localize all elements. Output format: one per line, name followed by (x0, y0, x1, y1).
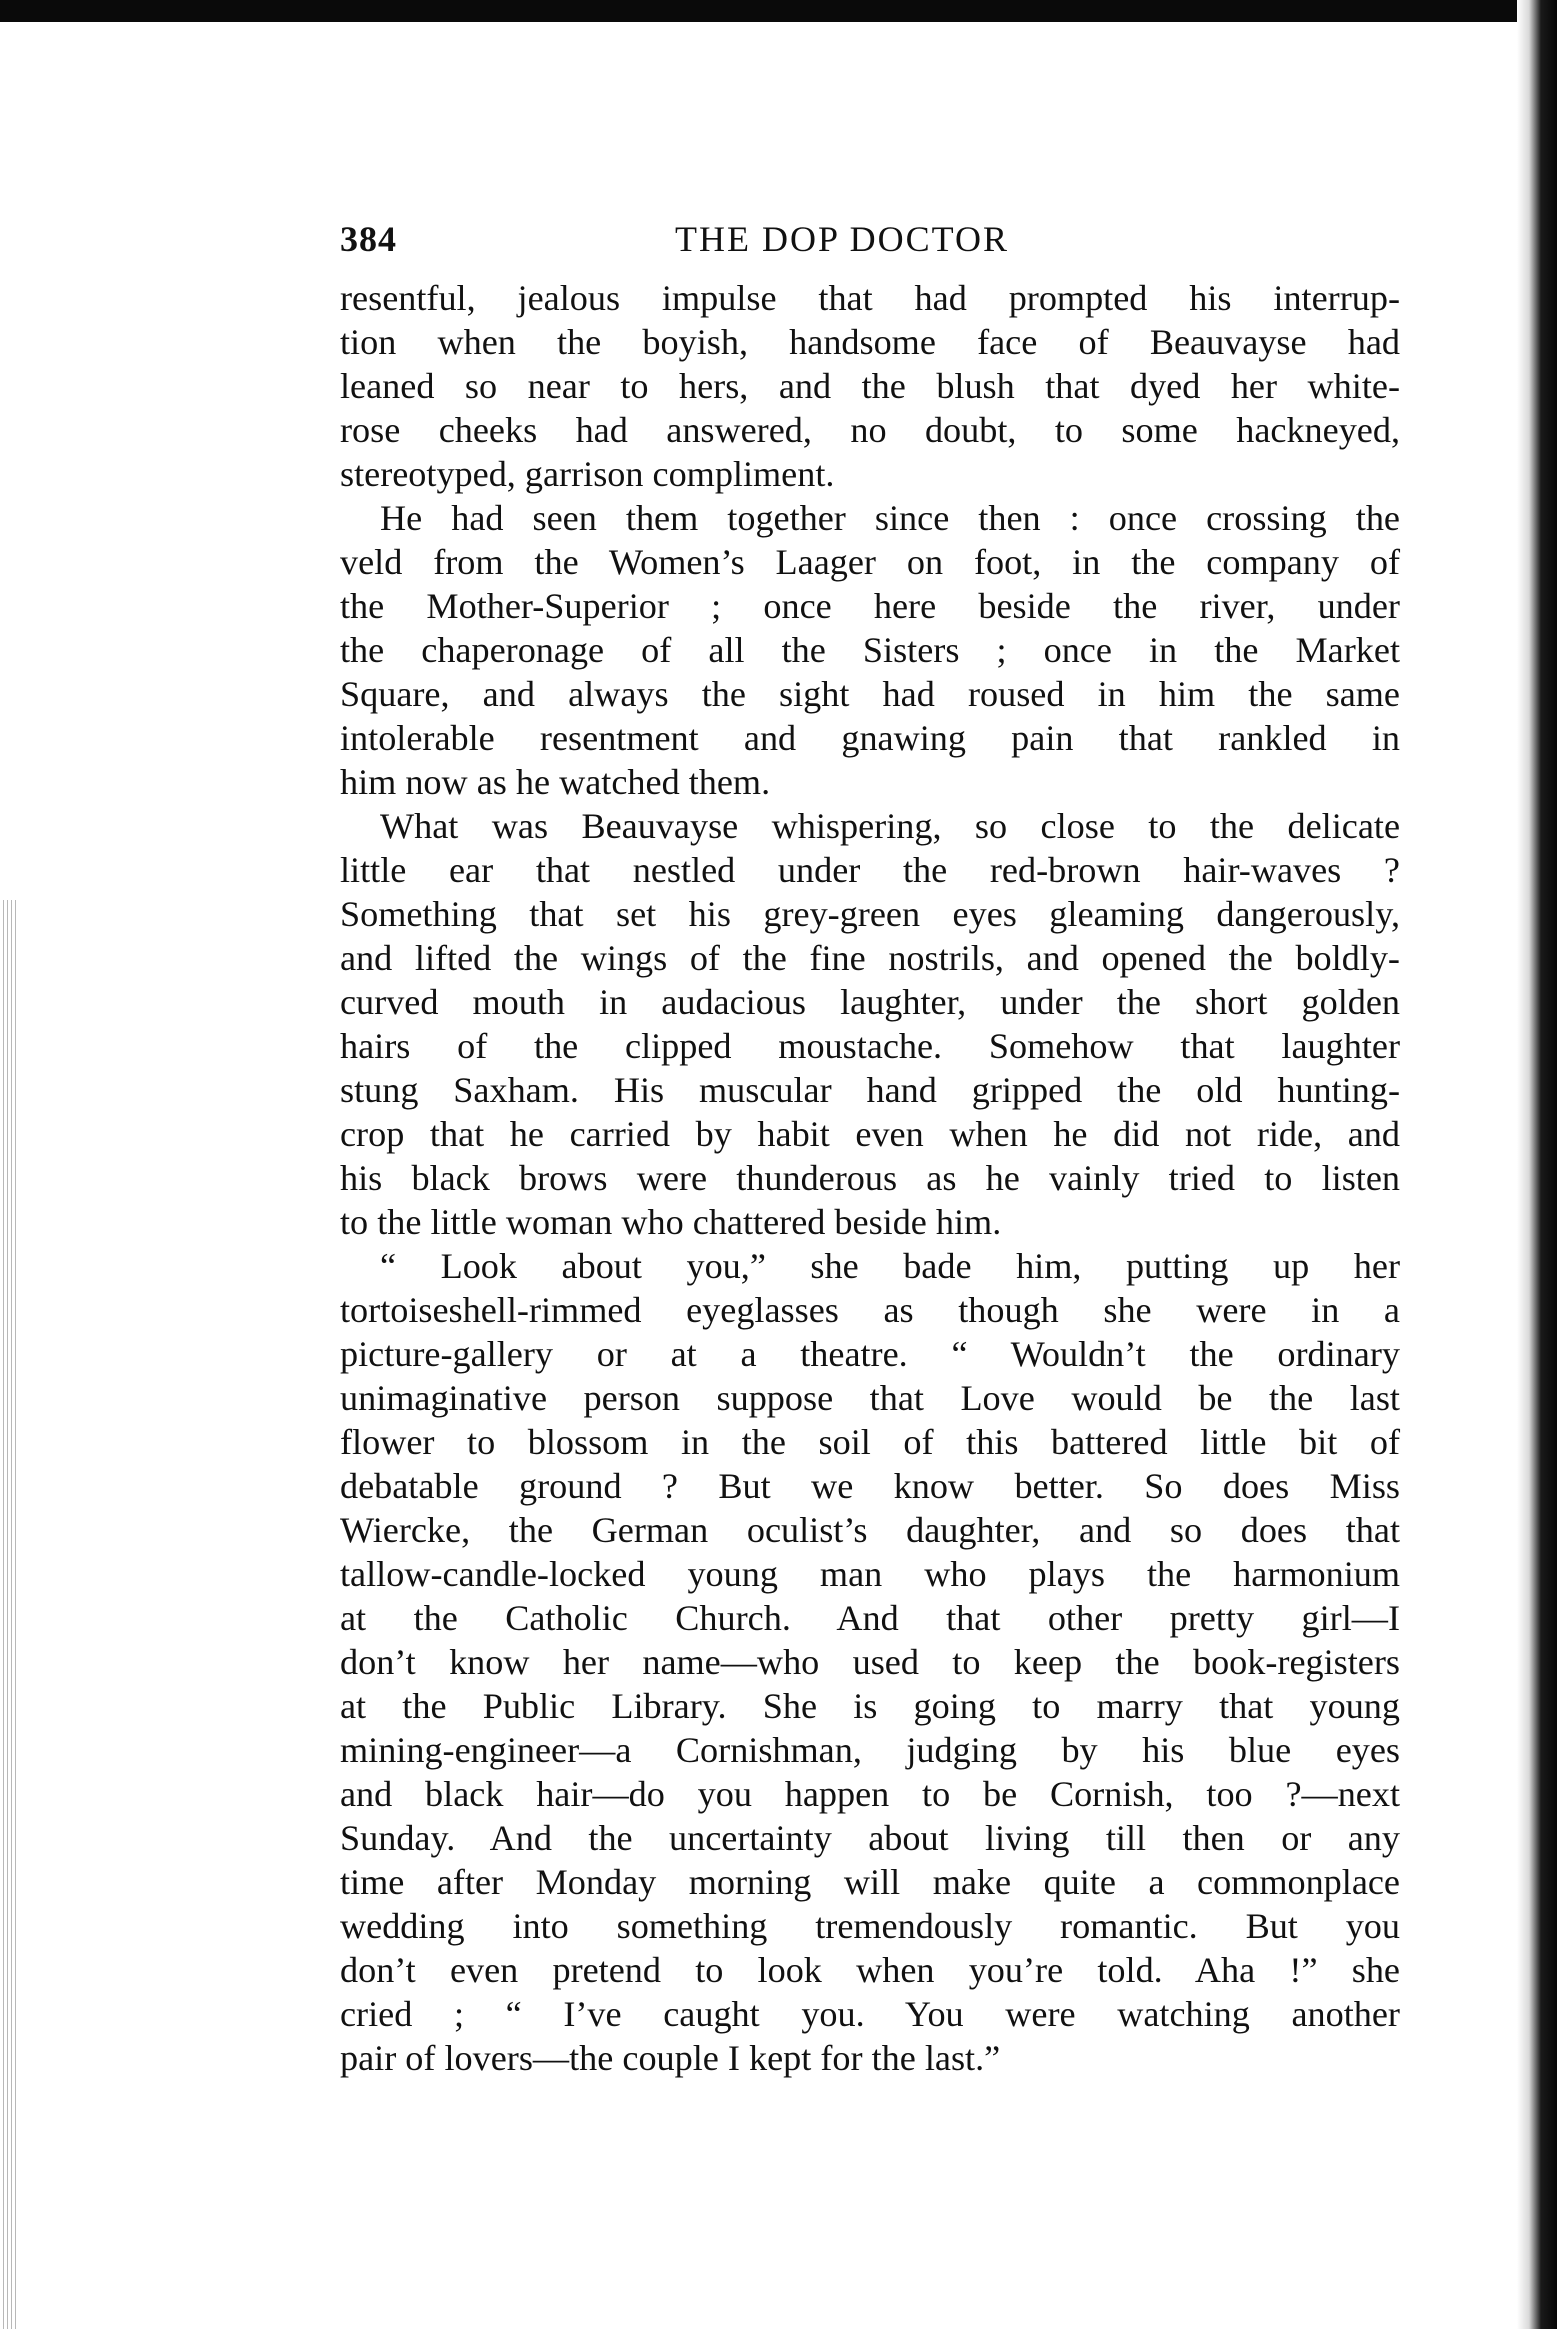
text-line: little ear that nestled under the red-brown hair-waves ? (340, 850, 1400, 890)
text-line: Wiercke, the German oculist’s daughter, and so does that (340, 1510, 1400, 1550)
text-line: curved mouth in audacious laughter, under the short golden (340, 982, 1400, 1022)
scan-top-border (0, 0, 1557, 22)
text-line: to the little woman who chattered beside him. (340, 1202, 1002, 1242)
text-line: flower to blossom in the soil of this battered little bit of (340, 1422, 1400, 1462)
text-line: don’t know her name—who used to keep the book-registers (340, 1642, 1400, 1682)
running-head (340, 210, 1400, 270)
text-line: the Mother-Superior ; once here beside the river, under (340, 586, 1400, 626)
text-line: unimaginative person suppose that Love would be the last (340, 1378, 1400, 1418)
text-line: stung Saxham. His muscular hand gripped the old hunting- (340, 1070, 1400, 1110)
body-text (340, 276, 1400, 2080)
text-line: pair of lovers—the couple I kept for the last.” (340, 2038, 1001, 2078)
text-line: picture-gallery or at a theatre. “ Wouldn’t the ordinary (340, 1334, 1400, 1374)
text-line: tortoiseshell-rimmed eyeglasses as though she were in a (340, 1290, 1400, 1330)
text-line: and black hair—do you happen to be Cornish, too ?—next (340, 1774, 1400, 1814)
text-line: wedding into something tremendously romantic. But you (340, 1906, 1400, 1946)
text-line: What was Beauvayse whispering, so close to the delicate (380, 806, 1400, 846)
text-line: hairs of the clipped moustache. Somehow that laughter (340, 1026, 1400, 1066)
text-line: don’t even pretend to look when you’re told. Aha !” she (340, 1950, 1400, 1990)
text-line: rose cheeks had answered, no doubt, to some hackneyed, (340, 410, 1400, 450)
text-line: mining-engineer—a Cornishman, judging by his blue eyes (340, 1730, 1400, 1770)
text-line: stereotyped, garrison compliment. (340, 454, 835, 494)
text-line: Something that set his grey-green eyes gleaming dangerously, (340, 894, 1400, 934)
text-line: tallow-candle-locked young man who plays the harmonium (340, 1554, 1400, 1594)
text-line: him now as he watched them. (340, 762, 771, 802)
text-line: cried ; “ I’ve caught you. You were watching another (340, 1994, 1400, 2034)
text-line: Square, and always the sight had roused in him the same (340, 674, 1400, 714)
scan-left-edge (0, 900, 18, 2329)
text-line: veld from the Women’s Laager on foot, in the company of (340, 542, 1400, 582)
text-line: Sunday. And the uncertainty about living till then or any (340, 1818, 1400, 1858)
scan-right-edge (1517, 0, 1557, 2329)
text-line: debatable ground ? But we know better. So does Miss (340, 1466, 1400, 1506)
text-line: at the Public Library. She is going to marry that young (340, 1686, 1400, 1726)
book-title: THE DOP DOCTOR (675, 219, 1010, 259)
text-line: leaned so near to hers, and the blush that dyed her white- (340, 366, 1400, 406)
text-line: He had seen them together since then : once crossing the (380, 498, 1400, 538)
text-line: resentful, jealous impulse that had prompted his interrup- (340, 278, 1400, 318)
text-line: tion when the boyish, handsome face of Beauvayse had (340, 322, 1400, 362)
page-number: 384 (340, 219, 397, 259)
text-line: and lifted the wings of the fine nostrils, and opened the boldly- (340, 938, 1400, 978)
text-line: his black brows were thunderous as he vainly tried to listen (340, 1158, 1400, 1198)
text-line: intolerable resentment and gnawing pain that rankled in (340, 718, 1400, 758)
text-line: time after Monday morning will make quite a commonplace (340, 1862, 1400, 1902)
text-line: “ Look about you,” she bade him, putting up her (380, 1246, 1400, 1286)
text-line: crop that he carried by habit even when he did not ride, and (340, 1114, 1400, 1154)
text-line: the chaperonage of all the Sisters ; once in the Market (340, 630, 1400, 670)
text-line: at the Catholic Church. And that other pretty girl—I (340, 1598, 1400, 1638)
book-page (340, 210, 1400, 2080)
